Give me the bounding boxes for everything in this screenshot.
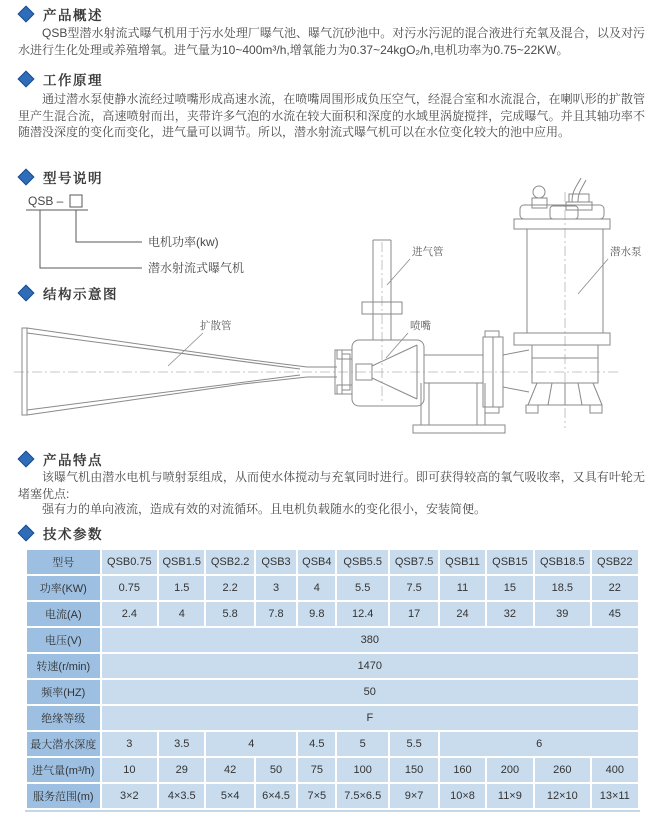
spec-cell: 10×8 (440, 784, 484, 808)
table-row (27, 758, 638, 782)
column-header-model: QSB5.5 (337, 550, 387, 574)
spec-cell: 6×4.5 (256, 784, 296, 808)
column-header-label: 型号 (27, 550, 100, 574)
spec-cell: F (102, 706, 638, 730)
spec-cell: 2.4 (102, 602, 157, 626)
row-label: 功率(KW) (27, 576, 100, 600)
air-pipe-label: 进气管 (412, 246, 444, 258)
section-header-structure (20, 283, 118, 303)
spec-cell: 4 (298, 576, 335, 600)
connecting-pipe (424, 355, 483, 383)
specs-table (25, 548, 640, 810)
section-title: 产品特点 (43, 453, 103, 468)
row-label: 频率(HZ) (27, 680, 100, 704)
row-label: 电压(V) (27, 628, 100, 652)
spec-cell: 260 (535, 758, 589, 782)
diamond-icon (18, 169, 35, 186)
column-header-model: QSB1.5 (159, 550, 204, 574)
spec-cell: 5.8 (206, 602, 253, 626)
spec-cell: 380 (102, 628, 638, 652)
spec-cell: 13×11 (592, 784, 638, 808)
column-header-model: QSB15 (487, 550, 533, 574)
spec-cell: 200 (487, 758, 533, 782)
spec-cell: 1.5 (159, 576, 204, 600)
section-header-features (20, 449, 103, 469)
table-row (27, 732, 638, 756)
motor-body (527, 229, 603, 333)
column-header-model: QSB18.5 (535, 550, 589, 574)
column-header-model: QSB0.75 (102, 550, 157, 574)
diamond-icon (18, 525, 35, 542)
section-title: 技术参数 (43, 527, 103, 542)
column-header-model: QSB4 (298, 550, 335, 574)
table-row (27, 576, 638, 600)
principle-text: 通过潜水泵使静水流经过喷嘴形成高速水流，在喷嘴周围形成负压空气，经混合室和水流混合，在喇叭形的扩散管里产生混合流，高速喷射而出，夹带许多气泡的水流在较大面积和深度的水域里涡旋搅拌，完成曝气。并且其轴功率不随潜没深度的变化而变化，进气量可以调节。所以，潜水射流式曝气机可以在水位变化较大的池中应用。 (18, 92, 645, 139)
section-title: 工作原理 (43, 73, 103, 88)
spec-cell: 17 (390, 602, 438, 626)
row-label: 转速(r/min) (27, 654, 100, 678)
air-pipe-leader-line (387, 259, 410, 285)
lifting-eye (533, 186, 545, 198)
pump-label: 潜水泵 (610, 246, 642, 258)
model-name-label: 潜水射流式曝气机 (148, 261, 245, 275)
column-header-model: QSB22 (592, 550, 638, 574)
motor-cap (520, 205, 604, 219)
spec-cell: 22 (592, 576, 638, 600)
section-title: 结构示意图 (43, 287, 118, 302)
spec-cell: 4×3.5 (159, 784, 204, 808)
spec-cell: 5 (337, 732, 387, 756)
spec-cell: 9.8 (298, 602, 335, 626)
diamond-icon (18, 285, 35, 302)
spec-cell: 4 (206, 732, 296, 756)
spec-cell: 24 (440, 602, 484, 626)
spec-cell: 11×9 (487, 784, 533, 808)
features-text-2: 强有力的单向液流，造成有效的对流循环。且电机负载随水的变化很小，安装简便。 (42, 502, 487, 516)
table-header-row (27, 550, 638, 574)
spec-cell: 32 (487, 602, 533, 626)
specs-table-head (27, 550, 638, 574)
submersible-pump (514, 178, 610, 413)
diffuser-cone (22, 328, 307, 415)
spec-cell: 5×4 (206, 784, 253, 808)
spec-cell: 400 (592, 758, 638, 782)
spec-cell: 39 (535, 602, 589, 626)
features-text-1: 该曝气机由潜水电机与喷射泵组成，从而使水体搅动与充氧同时进行。即可获得较高的氧气吸收率，又具有叶轮无堵塞优点: (18, 470, 645, 501)
spec-cell: 1470 (102, 654, 638, 678)
spec-cell: 75 (298, 758, 335, 782)
spec-cell: 6 (440, 732, 638, 756)
spec-cell: 5.5 (390, 732, 438, 756)
spec-cell: 18.5 (535, 576, 589, 600)
row-label: 电流(A) (27, 602, 100, 626)
nozzle-label: 喷嘴 (410, 320, 431, 332)
spec-cell: 42 (206, 758, 253, 782)
spec-cell: 5.5 (337, 576, 387, 600)
spec-cell: 45 (592, 602, 638, 626)
spec-cell: 100 (337, 758, 387, 782)
diamond-icon (18, 451, 35, 468)
spec-cell: 2.2 (206, 576, 253, 600)
spec-cell: 3 (102, 732, 157, 756)
column-header-model: QSB7.5 (390, 550, 438, 574)
spec-cell: 12×10 (535, 784, 589, 808)
section-header-model (20, 167, 103, 187)
support-stand (413, 383, 505, 433)
base-plate (413, 425, 505, 433)
section-header-specs (20, 523, 103, 543)
spec-cell: 7.5 (390, 576, 438, 600)
spec-cell: 12.4 (337, 602, 387, 626)
spec-cell: 15 (487, 576, 533, 600)
table-row (27, 654, 638, 678)
spec-cell: 150 (390, 758, 438, 782)
structure-diagram (0, 178, 660, 463)
specs-table-body (27, 576, 638, 808)
section-header-principle (20, 69, 103, 89)
column-header-model: QSB2.2 (206, 550, 253, 574)
spec-cell: 160 (440, 758, 484, 782)
row-label: 绝缘等级 (27, 706, 100, 730)
column-header-model: QSB11 (440, 550, 484, 574)
spec-cell: 7×5 (298, 784, 335, 808)
table-row (27, 602, 638, 626)
row-label: 最大潜水深度 (27, 732, 100, 756)
spec-cell: 7.8 (256, 602, 296, 626)
diamond-icon (18, 71, 35, 88)
junction-box (550, 206, 578, 219)
diamond-icon (18, 6, 35, 23)
column-header-model: QSB3 (256, 550, 296, 574)
section-header-overview (20, 4, 103, 24)
spec-cell: 10 (102, 758, 157, 782)
diffuser-label: 扩散管 (200, 320, 232, 332)
spec-cell: 11 (440, 576, 484, 600)
overview-text: QSB型潜水射流式曝气机用于污水处理厂曝气池、曝气沉砂池中。对污水污泥的混合液进行充氧及混合，以及对污水进行生化处理或养殖增氧。进气量为10~400m³/h,增氧能力为0.37~24kgO₂/h,电机功率为0.75~22KW。 (18, 26, 645, 57)
section-title: 型号说明 (43, 171, 103, 186)
section-title: 产品概述 (43, 8, 103, 23)
model-code-text: QSB – (28, 194, 64, 208)
spec-cell: 50 (256, 758, 296, 782)
spec-cell: 9×7 (390, 784, 438, 808)
diffuser-leader-line (168, 333, 203, 366)
table-row (27, 680, 638, 704)
spec-cell: 29 (159, 758, 204, 782)
row-label: 服务范围(m) (27, 784, 100, 808)
table-row (27, 628, 638, 652)
spec-cell: 3×2 (102, 784, 157, 808)
spec-cell: 0.75 (102, 576, 157, 600)
row-label: 进气量(m³/h) (27, 758, 100, 782)
table-row (27, 784, 638, 808)
spec-cell: 4.5 (298, 732, 335, 756)
spec-cell: 4 (159, 602, 204, 626)
spec-cell: 50 (102, 680, 638, 704)
model-power-label: 电机功率(kw) (148, 235, 219, 249)
spec-cell: 7.5×6.5 (337, 784, 387, 808)
spec-cell: 3.5 (159, 732, 204, 756)
spec-cell: 3 (256, 576, 296, 600)
power-cable (578, 180, 586, 202)
table-row (27, 706, 638, 730)
